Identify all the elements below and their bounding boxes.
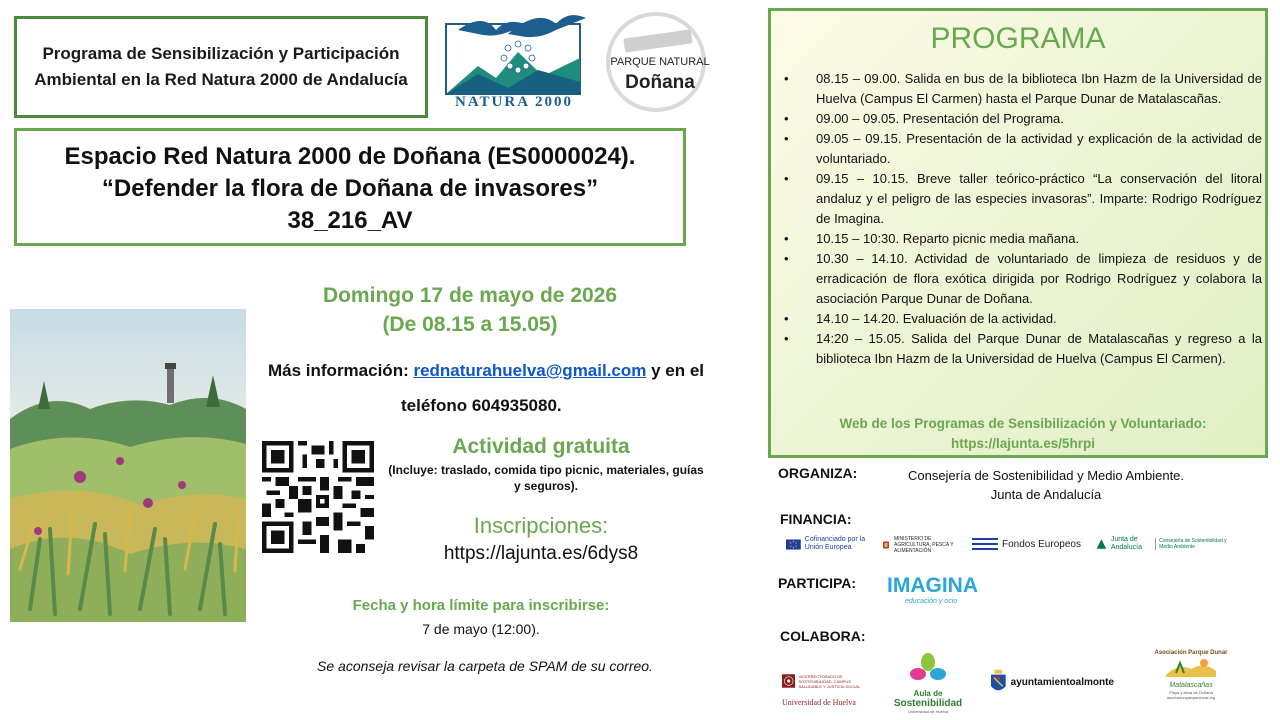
registration-url[interactable]: https://lajunta.es/6dys8: [443, 543, 639, 564]
programa-list: [784, 69, 1262, 369]
ministerio-logo: [882, 536, 962, 554]
programa-web: [780, 414, 1266, 454]
phone-line: teléfono 604935080.: [401, 396, 562, 415]
parque-natural-stamp-icon: [620, 28, 696, 54]
eu-text: Cofinanciado por la Unión Europea: [804, 536, 866, 551]
imagina-logo: [887, 574, 999, 614]
almonte-shield-icon: [990, 657, 1007, 707]
organiza-line-1: Consejería de Sostenibilidad y Medio Ambiente.: [907, 468, 1185, 483]
fondos-europeos-logo: [972, 537, 1082, 551]
uhu-logo: [782, 664, 862, 716]
more-info-line: [268, 361, 738, 381]
fondos-stripes-icon: [972, 537, 998, 551]
free-activity-includes: (Incluye: traslado, comida tipo picnic, materiales, guías y seguros).: [388, 463, 704, 493]
donana-label: Doñana: [625, 72, 695, 93]
programa-web-label: Web de los Programas de Sensibilización y Voluntariado:: [839, 416, 1207, 431]
deadline-label: Fecha y hora límite para inscribirse:: [352, 597, 610, 614]
financia-label: FINANCIA:: [780, 511, 852, 527]
almonte-text: ayuntamientoalmonte: [1010, 676, 1114, 688]
spam-note: Se aconseja revisar la carpeta de SPAM de su correo.: [317, 658, 653, 674]
parque-natural-label: PARQUE NATURAL: [610, 56, 710, 68]
uhu-vicerrectorado: VICERRECTORADO DE SOSTENIBILIDAD, CAMPUS SALUDABLE Y JUSTICIA SOCIAL: [798, 673, 861, 689]
consejeria-text: Consejería de Sostenibilidad y Medio Ambiente: [1155, 538, 1230, 550]
title-line-3: 38_216_AV: [287, 207, 413, 234]
event-time: (De 08.15 a 15.05): [382, 313, 558, 336]
aula-text-2: Sostenibilidad: [893, 698, 963, 709]
qr-code[interactable]: [262, 441, 374, 553]
programa-item: • 08.15 – 09.00. Salida en bus de la biblioteca Ibn Hazm de la Universidad de Huelva (Campus El Carmen) hasta el Parque Dunar de Matalascañas.: [784, 69, 1262, 109]
event-date: Domingo 17 de mayo de 2026: [322, 284, 618, 307]
title-line-1: Espacio Red Natura 2000 de Doñana (ES0000024).: [64, 143, 636, 170]
organiza-text: [880, 466, 1212, 504]
programa-item: • 09.00 – 09.05. Presentación del Programa.: [784, 109, 1262, 129]
dune-icon: [1166, 657, 1216, 677]
programa-item: • 10.30 – 14.10. Actividad de voluntariado de limpieza de residuos y de erradicación de flora exótica dirigida por Rodrigo Rodríguez y colabora la asociación Parque Dunar de Doñana.: [784, 249, 1262, 309]
leaf-logo-icon: [908, 652, 948, 684]
programa-item: • 09.05 – 09.15. Presentación de la actividad y explicación de la actividad de voluntariado.: [784, 129, 1262, 169]
aula-text-3: Universidad de Huelva: [907, 709, 949, 714]
uhu-text: Universidad de Huelva: [782, 698, 856, 707]
free-activity-heading: Actividad gratuita: [452, 435, 630, 458]
participa-label: PARTICIPA:: [778, 575, 857, 591]
colabora-label: COLABORA:: [780, 628, 866, 644]
dunar-top-text: Asociación Parque Dunar: [1154, 650, 1228, 656]
imagina-text: IMAGINA: [887, 574, 978, 597]
programa-item: • 14:20 – 15.05. Salida del Parque Dunar de Matalascañas y regreso a la biblioteca Ibn Hazm de la Universidad de Huelva (Campus El Carmen).: [784, 329, 1262, 369]
ministerio-text: MINISTERIO DE AGRICULTURA, PESCA Y ALIMENTACIÓN: [893, 536, 954, 554]
header-line-2: Ambiental en la Red Natura 2000 de Andalucía: [34, 70, 408, 89]
programa-item: • 10.15 – 10:30. Reparto picnic media mañana.: [784, 229, 1262, 249]
deadline-date: 7 de mayo (12:00).: [422, 621, 540, 637]
programa-title: PROGRAMA: [930, 22, 1106, 55]
dunar-mid-text: Matalascañas: [1169, 682, 1213, 689]
natura-2000-text: NATURA 2000: [455, 94, 573, 110]
organiza-label: ORGANIZA:: [778, 465, 858, 481]
coat-of-arms-icon: [882, 536, 890, 554]
aula-sostenibilidad-logo: [886, 652, 970, 716]
header-line-1: Programa de Sensibilización y Participación: [42, 44, 400, 63]
programa-web-url[interactable]: https://lajunta.es/5hrpi: [950, 436, 1096, 451]
parque-dunar-logo: [1154, 650, 1228, 716]
eu-flag-icon: [786, 537, 801, 552]
aula-text-1: Aula de: [913, 689, 943, 698]
junta-logo: [1096, 536, 1230, 552]
dunar-sub-text: Playa y alma de Doñana: [1169, 690, 1213, 695]
title-line-2: “Defender la flora de Doñana de invasores”: [101, 175, 599, 202]
eu-logo: [786, 536, 878, 552]
imagina-subtext: educación y ocio: [905, 598, 958, 605]
more-info-prefix: Más información:: [268, 361, 414, 380]
dunar-web-text: asociacionparquedunar.org: [1166, 695, 1216, 700]
uhu-seal-icon: [782, 664, 795, 698]
more-info-suffix: y en el: [646, 361, 705, 380]
email-link[interactable]: rednaturahuelva@gmail.com: [413, 361, 647, 380]
programa-item: • 09.15 – 10.15. Breve taller teórico-práctico “La conservación del litoral andaluz y el peligro de las especies invasoras”. Imparte: Rodrigo Rodríguez de Imagina.: [784, 169, 1262, 229]
almonte-logo: [990, 654, 1114, 710]
programa-item: • 14.10 – 14.20. Evaluación de la actividad.: [784, 309, 1262, 329]
program-header-box: [14, 16, 428, 118]
junta-text: Junta de Andalucía: [1110, 536, 1142, 551]
watercolor-dune-painting: [10, 309, 246, 622]
organiza-line-2: Junta de Andalucía: [990, 487, 1102, 502]
fondos-text: Fondos Europeos: [1002, 538, 1081, 550]
registration-heading: Inscripciones:: [473, 513, 609, 538]
junta-icon: [1096, 536, 1107, 552]
title-box: [14, 128, 686, 246]
